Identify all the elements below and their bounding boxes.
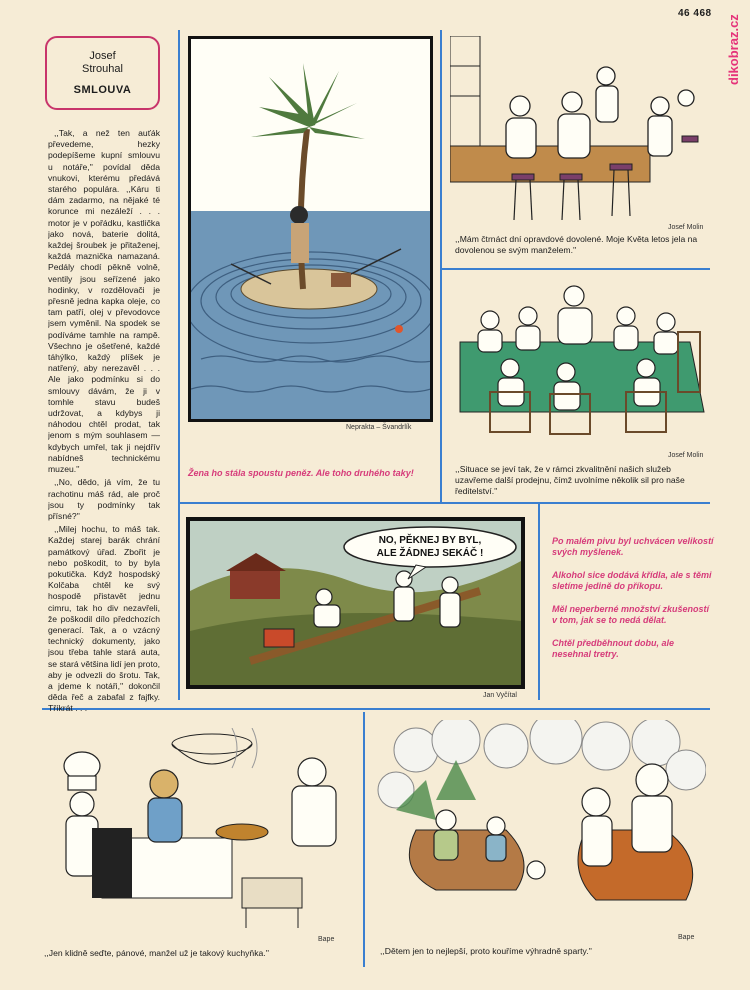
article-text bbox=[48, 128, 160, 713]
article-paragraph-1: ,,Tak, a než ten auťák převedeme, hezky podepíšeme kupní smlouvu u notáře,'' povídal děda vnukovi, kterému předává starého populára. ,,Káru ti dám zadarmo, na nějaké té korunce mi nezáleží . . . motor je v pořádku, kastlička jako nová, baterie dolitá, každej šroubek je přitaženej, každá maznička namazaná. Pedály chodí pěkně volně, ventily jsou seřízené jako hodinky, v rozdělovači je přesně jedna kapka oleje, co tam patří, olej v převodovce jsem vyměnil. Na spodek se podíváme tamhle na rampě. Všechno je ošetřené, každé táhýlko, každý plíšek je natřený, aby nerezavěl . . . Ale jako podmínku si do smlouvy dávám, že ji v tomhle stavu budeš udržovat, a kdybys ji náhodou chtěl prodat, tak jenom s mým souhlasem — kdybych umřel, tak ji nejdřív nabídneš technickému muzeu.'' bbox=[48, 128, 160, 475]
smokers-credit: Bape bbox=[678, 934, 695, 941]
bar-cartoon bbox=[450, 36, 708, 222]
page-number: 46 468 bbox=[678, 8, 712, 19]
meeting-caption: ,,Situace se jeví tak, že v rámci zkvalitnění našich služeb uzavřeme další prodejnu, čímž uvolníme několik sil pro naše ředitelství.'' bbox=[455, 464, 685, 496]
pun-item: Chtěl předběhnout dobu, ale nesehnal tretry. bbox=[552, 638, 674, 659]
island-credit: Neprakta – Švandrlík bbox=[346, 424, 412, 431]
pun-item: Po malém pivu byl uchvácen velikostí svých myšlenek. bbox=[552, 536, 714, 557]
author-title-box bbox=[45, 36, 160, 110]
author-last-name: Strouhal bbox=[82, 63, 123, 75]
article-title: SMLOUVA bbox=[73, 84, 132, 96]
column-rule-left bbox=[178, 30, 180, 700]
article-paragraph-2: ,,No, dědo, já vím, že tu rachotinu máš rád, ale proč jsou ty podmínky tak přísné?'' bbox=[48, 477, 160, 521]
column-rule-right bbox=[538, 502, 540, 700]
bar-caption: ,,Mám čtrnáct dní opravdové dovolené. Moje Květa letos jela na dovolenou se svým manželem.'' bbox=[455, 234, 698, 255]
article-paragraph-3: ,,Milej hochu, to máš tak. Každej starej barák chrání památkový úřad. Zbořit je nebo poškodit, to by byla pokutička. Když hospodský Kolčaba chtěl ke svý hospodě přistavět jednu cimru, tak ho div nezavřeli, že poškodil dílo předchozích generací. Tak, a o vzácný technický dokumenty, jako jsou třeba tahle stará auta, se stará většina lidí jen proto, aby je odvezli do šrotu. Tak, a jdeme k notáři,'' dokončil děda řeč a zabafal z fajfky. Tříkrát . . . bbox=[48, 524, 160, 713]
column-rule-bottom bbox=[363, 712, 365, 967]
row-rule-mid bbox=[178, 502, 710, 504]
column-rule-mid bbox=[440, 30, 442, 502]
restaurant-credit: Bape bbox=[318, 936, 335, 943]
meeting-cartoon bbox=[450, 282, 708, 450]
bar-credit: Josef Molin bbox=[668, 224, 704, 231]
island-caption: Žena ho stála spoustu peněz. Ale toho druhého taky! bbox=[188, 468, 414, 478]
restaurant-caption: ,,Jen klidně seďte, pánové, manžel už je takový kuchyňka.'' bbox=[44, 948, 269, 958]
author-first-name: Josef bbox=[89, 50, 116, 62]
island-cartoon bbox=[188, 36, 433, 422]
smokers-caption: ,,Dětem jen to nejlepší, proto kouříme výhradně sparty.'' bbox=[380, 946, 592, 956]
row-rule-top bbox=[440, 268, 710, 270]
mower-cartoon bbox=[186, 517, 525, 689]
pun-item: Měl neperberné množství zkušeností v tom, jak se to nedá dělat. bbox=[552, 604, 710, 625]
smokers-cartoon bbox=[376, 720, 706, 930]
mower-bubble-line1: NO, PĚKNEJ BY BYL, bbox=[378, 535, 482, 546]
meeting-credit: Josef Molin bbox=[668, 452, 704, 459]
pun-item: Alkohol sice dodává křídla, ale s těmi sletíme jedině do příkopu. bbox=[552, 570, 712, 591]
watermark: dikobraz.cz bbox=[726, 14, 741, 86]
restaurant-cartoon bbox=[42, 728, 358, 933]
mower-bubble-line2: ALE ŽÁDNEJ SEKÁČ ! bbox=[376, 548, 484, 559]
pun-list bbox=[552, 536, 714, 672]
mower-credit: Jan Vyčítal bbox=[483, 692, 517, 699]
